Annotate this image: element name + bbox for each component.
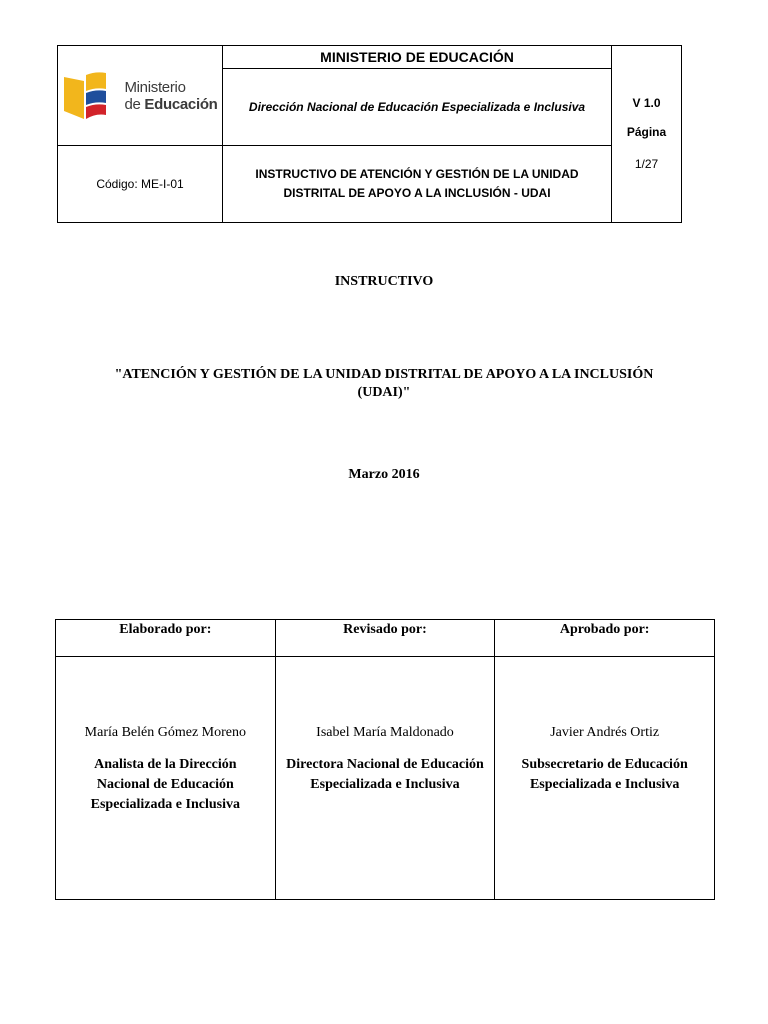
- logo-line-1: Ministerio: [124, 78, 186, 96]
- approval-cell-elaborado: [56, 657, 276, 900]
- document-header-table: [57, 45, 682, 223]
- ministry-emblem-icon: [62, 69, 120, 123]
- pagina-label: Página: [626, 125, 667, 139]
- approver-name: Isabel María Maldonado: [316, 725, 454, 740]
- logo-cell: [58, 46, 223, 146]
- ministry-logo: [58, 69, 222, 123]
- approval-cell-aprobado: [495, 657, 715, 900]
- version-label: V 1.0: [632, 96, 661, 110]
- document-code: Código: ME-I-01: [58, 146, 223, 223]
- approver-role: Subsecretario de Educación Especializada e Inclusiva: [521, 757, 688, 792]
- approvals-table: [55, 619, 715, 900]
- version-cell: [612, 46, 682, 223]
- approver-name: Javier Andrés Ortiz: [550, 725, 660, 740]
- ministry-logo-text: [124, 79, 217, 113]
- direccion-name: Dirección Nacional de Educación Especializada e Inclusiva: [223, 69, 612, 146]
- approver-name: María Belén Gómez Moreno: [84, 725, 246, 740]
- approval-header-aprobado: Aprobado por:: [495, 620, 715, 657]
- logo-line-2: [124, 96, 217, 113]
- approval-header-elaborado: Elaborado por:: [56, 620, 276, 657]
- instructivo-title: INSTRUCTIVO DE ATENCIÓN Y GESTIÓN DE LA UNIDAD DISTRITAL DE APOYO A LA INCLUSIÓN - UDAI: [223, 146, 612, 223]
- approval-header-revisado: Revisado por:: [275, 620, 495, 657]
- document-main-title: "ATENCIÓN Y GESTIÓN DE LA UNIDAD DISTRITAL DE APOYO A LA INCLUSIÓN (UDAI)": [114, 367, 654, 400]
- document-heading: INSTRUCTIVO: [334, 274, 434, 289]
- approver-role: Analista de la Dirección Nacional de Educación Especializada e Inclusiva: [90, 757, 240, 812]
- approval-cell-revisado: [275, 657, 495, 900]
- logo-line-2-bold: Educación: [144, 95, 218, 113]
- document-date: Marzo 2016: [348, 467, 420, 482]
- page-number: 1/27: [634, 157, 659, 171]
- approver-role: Directora Nacional de Educación Especializada e Inclusiva: [286, 757, 484, 792]
- logo-line-2-prefix: de: [124, 95, 145, 113]
- ministry-title: MINISTERIO DE EDUCACIÓN: [223, 46, 612, 69]
